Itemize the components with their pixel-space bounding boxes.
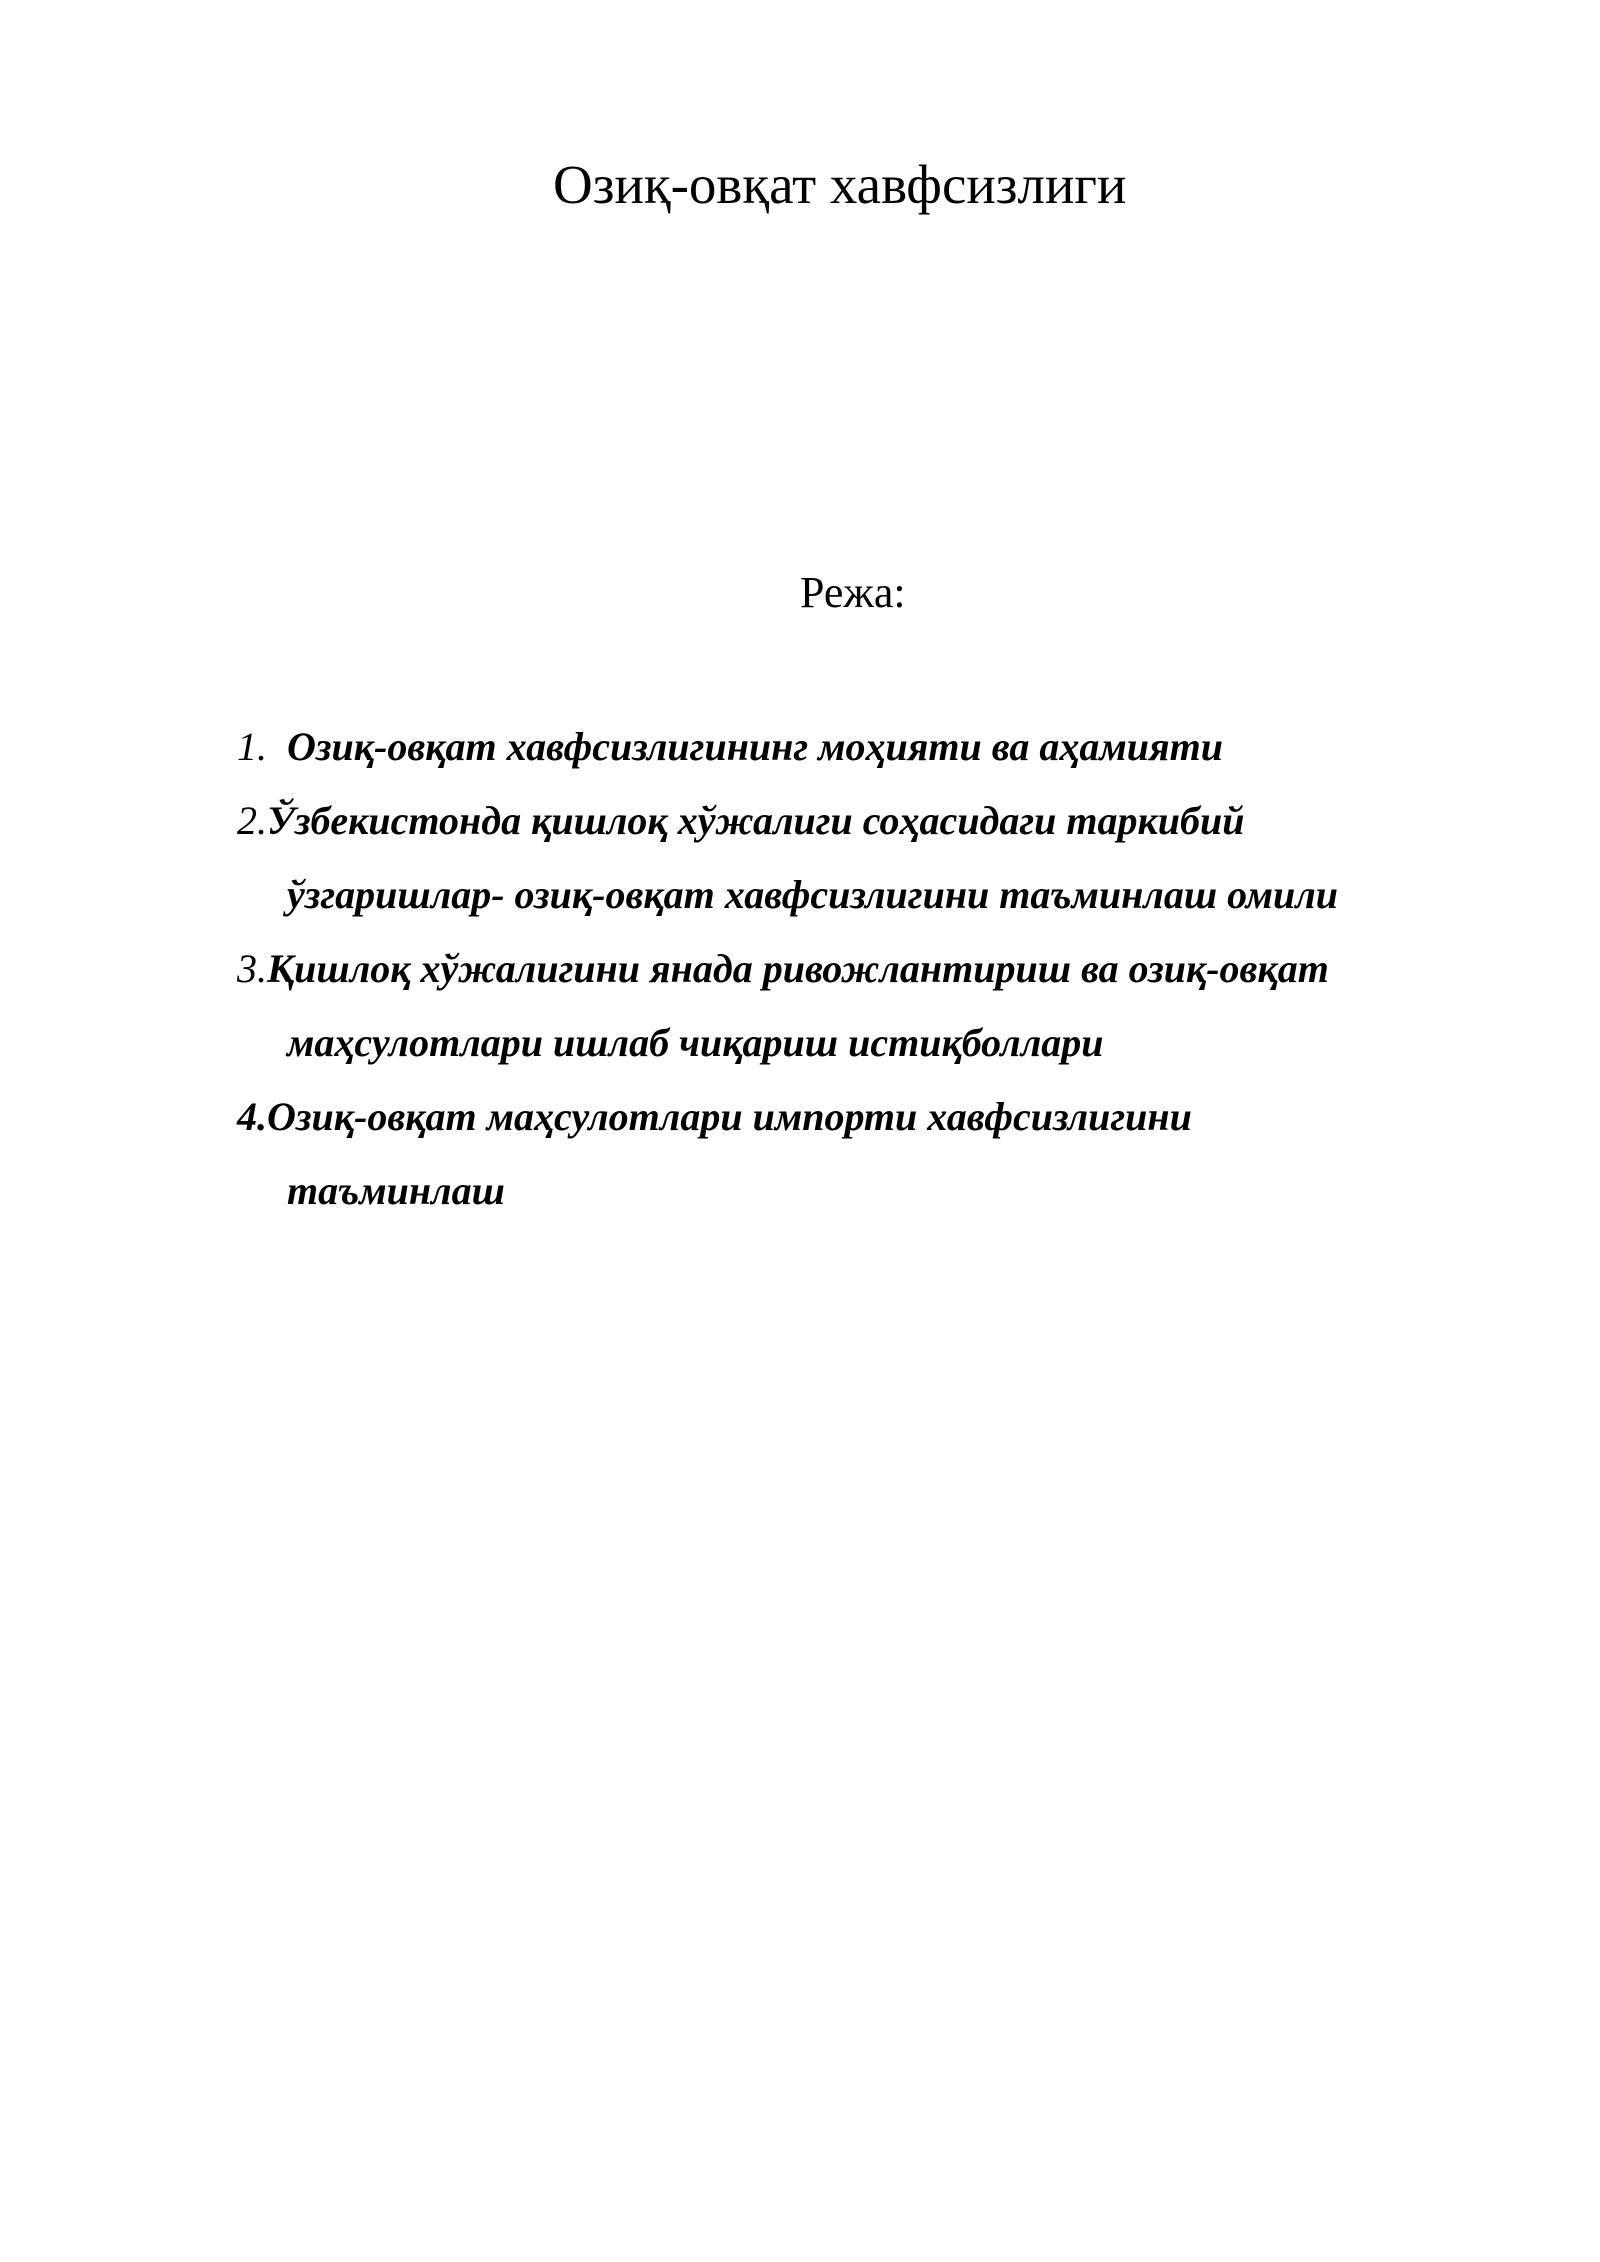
plan-item-continuation: таъминлаш <box>287 1168 505 1213</box>
plan-item-4 <box>237 1080 1537 1228</box>
plan-item-line <box>237 710 1537 784</box>
plan-item-1 <box>237 710 1537 784</box>
plan-item-number: 1. <box>237 724 267 769</box>
plan-item-text: Озиқ-овқат маҳсулотлари импорти хавфсизлигини <box>267 1094 1192 1139</box>
plan-item-continuation: маҳсулотлари ишлаб чиқариш истиқболлари <box>287 1020 1104 1065</box>
plan-item-line <box>237 784 1537 858</box>
plan-item-number: 4. <box>237 1094 267 1139</box>
plan-item-line <box>237 1080 1537 1154</box>
plan-item-number: 2. <box>237 798 267 843</box>
plan-item-text: Қишлоқ хўжалигини янада ривожлантириш ва озиқ-овқат <box>267 946 1329 991</box>
plan-item-text: Озиқ-овқат хавфсизлигининг моҳияти ва аҳамияти <box>287 724 1223 769</box>
plan-item-3 <box>237 932 1537 1080</box>
plan-item-number: 3. <box>237 946 267 991</box>
page-title: Озиқ-овқат хавфсизлиги <box>553 154 1127 215</box>
plan-item-line <box>237 932 1537 1006</box>
plan-heading: Режа: <box>800 568 906 617</box>
plan-item-continuation: ўзгаришлар- озиқ-овқат хавфсизлигини таъминлаш омили <box>287 872 1339 917</box>
plan-list <box>237 710 1537 1228</box>
plan-item-text: Ўзбекистонда қишлоқ хўжалиги соҳасидаги таркибий <box>267 798 1245 843</box>
plan-item-2 <box>237 784 1537 932</box>
